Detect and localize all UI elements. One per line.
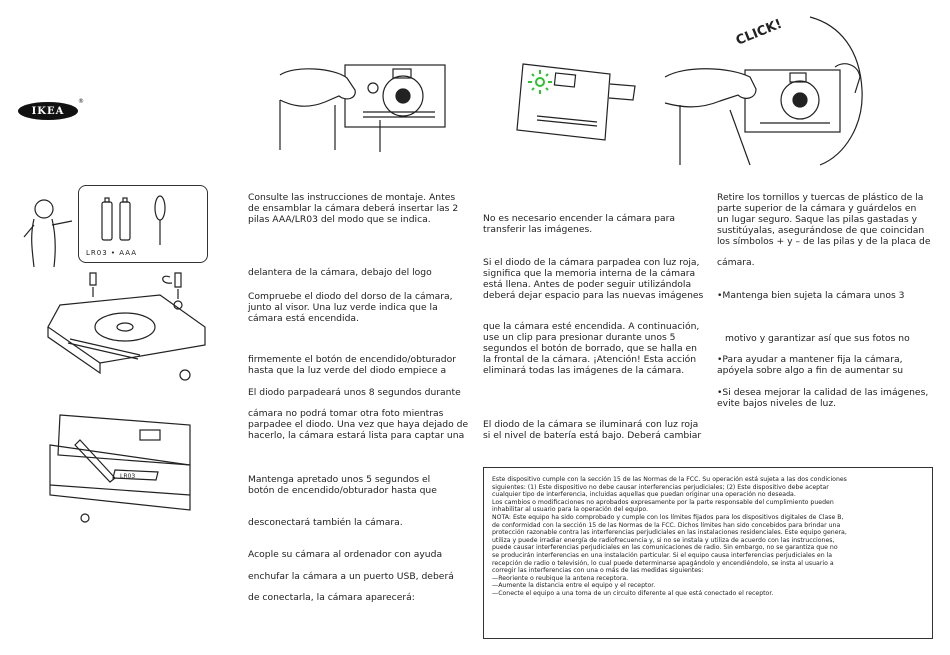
batteries-screwdriver-icon: [90, 190, 200, 250]
ikea-figure-illustration: [22, 195, 77, 270]
col1-p4: firmemente el botón de encendido/obturador hasta que la luz verde del diodo empiece a: [248, 354, 457, 376]
fcc-legal-notice: Este dispositivo cumple con la sección 15 de las Normas de la FCC. Su operación está sujeta a las dos condiciones siguientes: (1) Este dispositivo no debe causar interferencias perjudiciales; (2) Este dispositivo debe aceptar cualquier tipo de interferencia, incluidas aquellas que puedan originar una operación no deseada. Los cambios o modificaciones no aprobados expresamente por la parte responsable del cumplimiento pueden inhabilitar al usuario para la operación del equipo. NOTA: Este equipo ha sido comprobado y cumple con los límites fijados para los dispositivos digitales de Clase B, de conformidad con la sección 15 de las Normas de la FCC. Dichos límites han sido concebidos para brindar una protección razonable contra las interferencias perjudiciales en las instalaciones residenciales. Este equipo genera, utiliza y puede irradiar energía de radiofrecuencia y, si no se instala y utiliza de acuerdo con las instrucciones, puede causar interferencias perjudiciales en las comunicaciones de radio. Sin embargo, no se garantiza que no se producirán interferencias en una instalación particular. Si el equipo causa interferencias perjudiciales en la recepción de radio o televisión, lo cual puede determinarse apagándolo y encendiéndolo, se insta al usuario a corregir las interferencias con una o más de las medidas siguientes: —Reoriente o reubique la antena receptora. —Aumente la distancia entre el equipo y el receptor. —Conecte el equipo a una toma de un circuito diferente al que está conectado el receptor.: [483, 467, 933, 639]
battery-label: LR03 • AAA: [86, 249, 138, 257]
col1-p3: Compruebe el diodo del dorso de la cámara, junto al visor. Una luz verde indica que la cámara está encendida.: [248, 291, 453, 324]
ikea-logo: IKEA: [18, 102, 78, 120]
col2-p2: Si el diodo de la cámara parpadea con luz roja, significa que la memoria interna de la cámara está llena. Antes de poder seguir utilizándola deberá dejar espacio para las nuevas imágenes: [483, 257, 704, 301]
col3-bullet-3: • Si desea mejorar la calidad de las imágenes, evite bajos niveles de luz.: [717, 387, 928, 409]
col2-p1: No es necesario encender la cámara para transferir las imágenes.: [483, 213, 675, 235]
col1-p10: enchufar la cámara a un puerto USB, deberá: [248, 571, 454, 582]
col1-p7: Mantenga apretado unos 5 segundos el botón de encendido/obturador hasta que: [248, 474, 437, 496]
col1-p1: Consulte las instrucciones de montaje. Antes de ensamblar la cámara deberá insertar las 2 pilas AAA/LR03 del modo que se indica.: [248, 192, 459, 225]
col1-p9: Acople su cámara al ordenador con ayuda: [248, 549, 443, 560]
col3-p3: motivo y garantizar así que sus fotos no: [725, 333, 910, 344]
battery-board-illustration: [40, 400, 210, 530]
col3-p2: cámara.: [717, 257, 755, 268]
col1-p5: El diodo parpadeará unos 8 segundos durante: [248, 387, 461, 398]
col3-bullet-2: • Para ayudar a mantener fija la cámara, apóyela sobre algo a fin de aumentar su: [717, 354, 903, 376]
col1-p2: delantera de la cámara, debajo del logo: [248, 267, 432, 278]
click-text: CLICK!: [733, 16, 785, 49]
col2-p3: que la cámara esté encendida. A continuación, use un clip para presionar durante unos 5 segundos el botón de borrado, que se halla en la frontal de la cámara. ¡Atención! Esta acción eliminará todas las imágenes de la cámara.: [483, 321, 700, 376]
col1-p6: cámara no podrá tomar otra foto mientras parpadee el diodo. Una vez que haya dejado de hacerlo, la cámara estará lista para captar una: [248, 408, 469, 441]
registered-mark: ®: [78, 98, 84, 105]
person-taking-photo-illustration: [660, 15, 870, 170]
col1-p11: de conectarla, la cámara aparecerá:: [248, 592, 415, 603]
board-label: LR03: [120, 473, 136, 480]
col1-p8: desconectará también la cámara.: [248, 517, 403, 528]
camera-assembly-illustration: [40, 265, 210, 395]
hands-holding-camera-illustration: [275, 60, 455, 155]
col3-p1: Retire los tornillos y tuercas de plástico de la parte superior de la cámara y guárdelos en un lugar seguro. Saque las pilas gastadas y sustitúyalas, asegurándose de que coincidan los símbolos + y – de las pilas y de la placa de: [717, 192, 931, 247]
col3-bullet-1: • Mantenga bien sujeta la cámara unos 3: [717, 290, 905, 301]
col2-p4: El diodo de la cámara se iluminará con luz roja si el nivel de batería está bajo. Deberá cambiar: [483, 419, 702, 441]
camera-back-led-illustration: [515, 62, 645, 142]
